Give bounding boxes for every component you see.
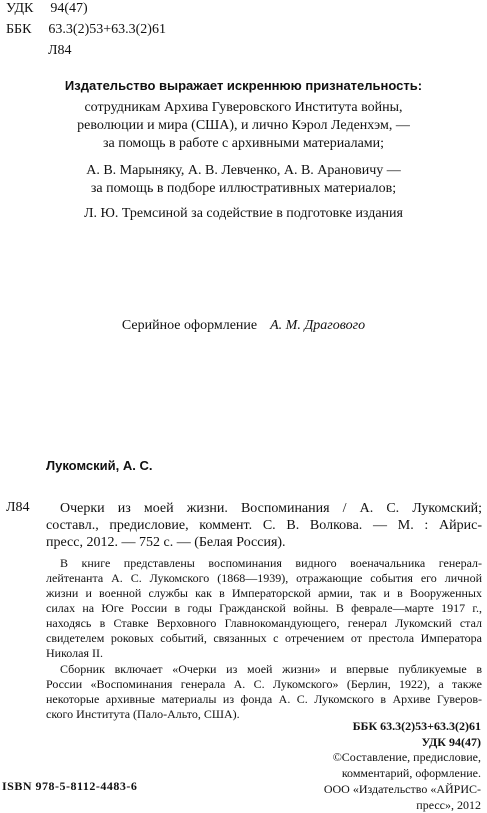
series-design-label: Серийное оформление [121,318,258,333]
copyright-line: комментарий, оформление. [341,766,481,780]
annotation-line: жизни и военной службы как в Императорской армии, так и в Вооруженных [46,586,482,600]
bottom-bbk: ББК 63.3(2)53+63.3(2)61 [352,719,481,733]
ack-line: Л. Ю. Тремсиной за содействие в подготовке издания [84,206,403,221]
author-mark: Л84 [48,43,72,58]
biblio-line: Очерки из моей жизни. Воспоминания / А. С. Лукомский; [60,501,482,516]
bbk-value: 63.3(2)53+63.3(2)61 [48,22,166,37]
bbk-label: ББК [6,22,32,37]
annotation-line: В книге представлены воспоминания видного военачальника генерал- [60,556,482,570]
annotation-paragraph-1 [46,556,482,661]
annotation-line: Сборник включает «Очерки из моей жизни» и впервые публикуемые в [60,662,482,676]
annotation-line: находясь в Ставке Верховного Главнокомандующего, генерал Лукомский стал [46,616,482,630]
author-heading: Лукомский, А. С. [46,458,153,473]
annotation-line: свидетелем роковых событий, связанных с отречением от престола Императора [46,631,482,645]
catalog-mark: Л84 [6,500,30,515]
biblio-line: пресс, 2012. — 752 с. — (Белая Россия). [46,535,286,550]
annotation-line: Николая II. [46,646,103,660]
udk-row [6,0,166,19]
copyright-line: пресс», 2012 [416,798,481,812]
annotation-line: России «Воспоминания генерала А. С. Лукомского» (Берлин, 1922), а также [46,677,482,691]
biblio-line: составл., предисловие, коммент. С. В. Волкова. — М. : Айрис- [46,518,482,533]
copyright-line: ООО «Издательство «АЙРИС- [323,782,481,796]
bottom-codes [353,718,481,750]
ack-line: за помощь в подборе иллюстративных материалов; [90,181,397,196]
copyright-block [324,749,481,813]
bibliographic-description [46,500,482,551]
bottom-udk: УДК 94(47) [421,735,481,749]
udk-label: УДК [6,1,34,16]
udk-value: 94(47) [50,1,88,16]
series-designer-name: А. М. Драгового [270,318,366,333]
author-mark-row [6,40,166,61]
annotation-line: силах на Юге России в годы Гражданской войны. В феврале—марте 1917 г., [46,601,482,615]
annotation-line: ского Института (Пало-Альто, США). [46,707,240,721]
ack-line: за помощь в работе с архивными материалами; [102,136,385,151]
acknowledgements-group-1 [0,99,487,153]
copyright-line: ©Составление, предисловие, [332,750,481,764]
annotation-line: лейтенанта А. С. Лукомского (1868—1939), отражающие события его личной [46,571,482,585]
acknowledgements-title: Издательство выражает искреннюю признательность: [64,78,423,93]
annotation-paragraph-2 [46,662,482,722]
isbn: ISBN 978-5-8112-4483-6 [2,779,138,793]
acknowledgements-group-3 [0,205,487,223]
series-design-line [0,318,487,334]
acknowledgements-group-2 [0,162,487,198]
classification-block [6,0,166,61]
annotation-line: некоторые архивные материалы из фонда А. С. Лукомского в Архиве Гуверов- [46,692,482,706]
bbk-row [6,19,166,40]
ack-line: революции и мира (США), и лично Кэрол Леденхэм, — [77,118,410,133]
ack-line: А. В. Марыняку, А. В. Левченко, А. В. Арановичу — [86,163,401,178]
ack-line: сотрудникам Архива Гуверовского Института войны, [84,100,403,115]
